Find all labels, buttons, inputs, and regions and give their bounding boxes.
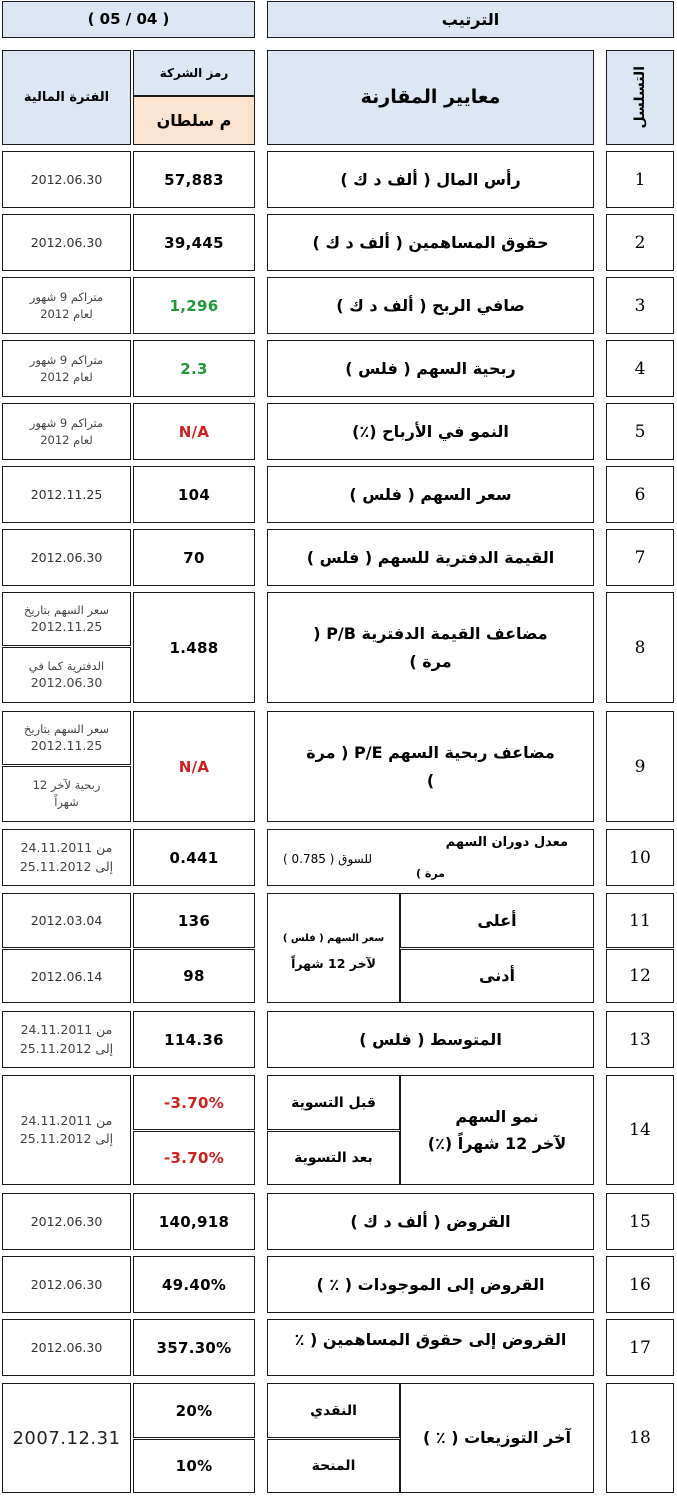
row15-value-text: 140,918 xyxy=(158,1212,230,1231)
row15-criterion xyxy=(267,1193,594,1250)
row10-criterion-line2: للسوق ( 0.785 ) xyxy=(283,851,373,866)
row7-criterion-text: القيمة الدفترية للسهم ( فلس ) xyxy=(306,547,555,567)
row18-sub1 xyxy=(267,1383,400,1438)
row14-period-line1: من 24.11.2011 xyxy=(20,1112,113,1128)
row12-value-text: 98 xyxy=(183,967,205,985)
row6-serial-text: 6 xyxy=(634,484,646,505)
row18-serial-text: 18 xyxy=(629,1428,651,1448)
row14-value2-text: -3.70% xyxy=(163,1149,225,1167)
row1-criterion-text: رأس المال ( ألف د ك ) xyxy=(340,169,521,189)
row14-sub1-text: قبل التسوية xyxy=(291,1094,376,1111)
row3-criterion xyxy=(267,277,594,334)
row17-period xyxy=(2,1319,131,1376)
row15-criterion-text: القروض ( ألف د ك ) xyxy=(350,1211,511,1231)
row18-criterion-text: آخر التوزيعات ( ٪ ) xyxy=(422,1428,572,1448)
ranking-header xyxy=(267,1,674,38)
row12-serial-text: 12 xyxy=(629,966,651,986)
row4-criterion xyxy=(267,340,594,397)
row1-serial xyxy=(606,151,674,208)
row10-period xyxy=(2,829,131,886)
row17-period-text: 2012.06.30 xyxy=(30,1340,103,1355)
row2-value xyxy=(133,214,255,271)
row15-period-text: 2012.06.30 xyxy=(30,1214,103,1229)
row8-note1 xyxy=(2,592,131,646)
row9-criterion xyxy=(267,711,594,822)
row5-serial xyxy=(606,403,674,460)
row13-value-text: 114.36 xyxy=(164,1030,224,1049)
row3-period-line2: لعام 2012 xyxy=(40,306,93,321)
row9-criterion-line2: ) xyxy=(426,770,435,790)
row10-value-text: 0.441 xyxy=(169,848,219,867)
row13-period-line1: من 24.11.2011 xyxy=(20,1022,113,1038)
row1-value xyxy=(133,151,255,208)
row2-period xyxy=(2,214,131,271)
row8-note2 xyxy=(2,647,131,703)
row1-value-text: 57,883 xyxy=(164,170,224,189)
row16-period xyxy=(2,1256,131,1313)
page-indicator-text: ( 05 / 04 ) xyxy=(87,9,170,28)
row9-note1 xyxy=(2,711,131,765)
row5-criterion-text: النمو في الأرباح (٪) xyxy=(352,421,509,441)
row6-criterion xyxy=(267,466,594,523)
company-code: م سلطان xyxy=(156,110,232,130)
row18-period xyxy=(2,1383,131,1493)
row1-serial-text: 1 xyxy=(634,169,646,190)
row9-value-text: N/A xyxy=(178,757,210,776)
row15-period xyxy=(2,1193,131,1250)
row8-criterion-line1: مضاعف القيمة الدفترية P/B ( xyxy=(313,624,548,644)
row1-period xyxy=(2,151,131,208)
row3-value-text: 1,296 xyxy=(169,296,219,315)
row6-period-text: 2012.11.25 xyxy=(30,487,103,502)
row3-serial xyxy=(606,277,674,334)
row4-value xyxy=(133,340,255,397)
row12-sub xyxy=(400,949,594,1003)
row6-value xyxy=(133,466,255,523)
row18-value2 xyxy=(133,1439,255,1493)
row9-value xyxy=(133,711,255,822)
row18-value1-text: 20% xyxy=(175,1401,213,1420)
row3-serial-text: 3 xyxy=(634,295,646,316)
row12-sub-text: أدنى xyxy=(479,966,515,986)
row13-criterion-text: المتوسط ( فلس ) xyxy=(359,1029,502,1049)
row11-12-group-line2: لآخر 12 شهراً xyxy=(291,955,376,971)
row11-serial-text: 11 xyxy=(629,910,651,931)
row10-period-line1: من 24.11.2011 xyxy=(20,840,113,856)
row12-value xyxy=(133,949,255,1003)
row14-criterion xyxy=(400,1075,594,1185)
row18-period-text: 2007.12.31 xyxy=(12,1427,121,1449)
row7-value xyxy=(133,529,255,586)
row2-serial-text: 2 xyxy=(634,232,646,253)
row8-note1-line1: سعر السهم بتاريخ xyxy=(23,602,110,617)
row8-value-text: 1.488 xyxy=(169,638,219,657)
row14-period-line2: إلى 25.11.2012 xyxy=(19,1131,114,1146)
row18-sub2 xyxy=(267,1439,400,1493)
criteria-label: معايير المقارنة xyxy=(360,86,501,109)
row10-criterion-line3: مرة ) xyxy=(415,867,445,881)
row17-value-text: 357.30% xyxy=(156,1338,232,1357)
row8-value xyxy=(133,592,255,703)
row8-note2-line1: الدفترية كما في xyxy=(28,658,105,673)
row16-period-text: 2012.06.30 xyxy=(30,1277,103,1292)
row18-sub1-text: النقدي xyxy=(310,1402,357,1419)
row2-value-text: 39,445 xyxy=(164,233,224,252)
row5-period xyxy=(2,403,131,460)
row6-period xyxy=(2,466,131,523)
company-code-label: رمز الشركة xyxy=(159,66,229,80)
row2-criterion xyxy=(267,214,594,271)
row16-serial-text: 16 xyxy=(629,1274,651,1295)
row9-note2-line1: ربحية لآخر 12 xyxy=(32,778,101,793)
row18-value2-text: 10% xyxy=(175,1457,213,1475)
row15-serial xyxy=(606,1193,674,1250)
row9-criterion-line1: مضاعف ربحية السهم P/E ( مرة xyxy=(306,743,555,763)
row13-period xyxy=(2,1011,131,1068)
row2-criterion-text: حقوق المساهمين ( ألف د ك ) xyxy=(312,232,549,252)
row13-serial-text: 13 xyxy=(629,1029,651,1050)
row3-criterion-text: صافي الربح ( ألف د ك ) xyxy=(336,295,525,315)
row1-period-text: 2012.06.30 xyxy=(30,172,103,187)
row10-value xyxy=(133,829,255,886)
row4-serial-text: 4 xyxy=(634,358,646,379)
row14-value1 xyxy=(133,1075,255,1130)
row13-period-line2: إلى 25.11.2012 xyxy=(19,1040,114,1056)
row15-serial-text: 15 xyxy=(629,1211,651,1232)
row12-period-text: 2012.06.14 xyxy=(30,968,103,984)
company-code-cell xyxy=(133,96,255,145)
row15-value xyxy=(133,1193,255,1250)
ranking-label: الترتيب xyxy=(441,9,500,29)
row16-criterion xyxy=(267,1256,594,1313)
row8-note1-line2: 2012.11.25 xyxy=(30,619,103,635)
row12-serial xyxy=(606,949,674,1003)
row4-period-line1: متراكم 9 شهور xyxy=(29,352,104,367)
row7-value-text: 70 xyxy=(183,548,205,567)
row16-criterion-text: القروض إلى الموجودات ( ٪ ) xyxy=(316,1274,545,1294)
row18-criterion xyxy=(400,1383,594,1493)
row14-period xyxy=(2,1075,131,1185)
row1-criterion xyxy=(267,151,594,208)
row10-criterion-line1: معدل دوران السهم xyxy=(445,834,568,850)
row9-note2 xyxy=(2,766,131,822)
row11-12-group xyxy=(267,893,400,1003)
row11-value-text: 136 xyxy=(177,911,211,930)
row8-criterion-line2: مرة ) xyxy=(409,651,452,671)
row4-criterion-text: ربحية السهم ( فلس ) xyxy=(345,358,516,378)
row16-value-text: 49.40% xyxy=(161,1275,227,1294)
row5-value-text: N/A xyxy=(178,422,210,441)
serial-header xyxy=(606,50,674,145)
row8-criterion xyxy=(267,592,594,703)
row9-note1-line2: 2012.11.25 xyxy=(30,738,103,754)
row11-serial xyxy=(606,893,674,948)
row11-sub xyxy=(400,893,594,948)
row17-criterion xyxy=(267,1319,594,1376)
row10-criterion xyxy=(267,829,594,886)
row7-period xyxy=(2,529,131,586)
row9-serial-text: 9 xyxy=(634,756,646,777)
row11-sub-text: أعلى xyxy=(477,910,517,930)
row14-value1-text: -3.70% xyxy=(163,1093,225,1112)
row17-serial xyxy=(606,1319,674,1376)
row14-serial-text: 14 xyxy=(629,1120,651,1140)
row12-period xyxy=(2,949,131,1003)
period-header xyxy=(2,50,131,145)
row11-period xyxy=(2,893,131,948)
period-label: الفترة المالية xyxy=(23,89,110,105)
row14-sub2-text: بعد التسوية xyxy=(294,1150,373,1166)
row18-value1 xyxy=(133,1383,255,1438)
row13-value xyxy=(133,1011,255,1068)
row14-criterion-line1: نمو السهم xyxy=(455,1106,539,1126)
row14-value2 xyxy=(133,1131,255,1185)
row3-value xyxy=(133,277,255,334)
row7-serial-text: 7 xyxy=(634,547,646,568)
row17-value xyxy=(133,1319,255,1376)
row16-value xyxy=(133,1256,255,1313)
row4-value-text: 2.3 xyxy=(180,359,208,378)
row7-serial xyxy=(606,529,674,586)
row10-period-line2: إلى 25.11.2012 xyxy=(19,858,114,874)
row11-12-group-line1: سعر السهم ( فلس ) xyxy=(282,932,385,944)
row17-criterion-text: القروض إلى حقوق المساهمين ( ٪ xyxy=(294,1330,567,1349)
row2-period-text: 2012.06.30 xyxy=(30,235,103,250)
row3-period-line1: متراكم 9 شهور xyxy=(29,289,104,304)
row6-value-text: 104 xyxy=(177,485,211,504)
row4-period-line2: لعام 2012 xyxy=(40,369,93,384)
row14-sub2 xyxy=(267,1131,400,1185)
serial-label: التسلسل xyxy=(631,66,648,129)
row9-note1-line1: سعر السهم بتاريخ xyxy=(23,721,110,736)
row5-period-line2: لعام 2012 xyxy=(40,432,93,447)
row10-serial xyxy=(606,829,674,886)
row8-serial xyxy=(606,592,674,703)
row13-serial xyxy=(606,1011,674,1068)
row5-criterion xyxy=(267,403,594,460)
page-indicator xyxy=(2,1,255,38)
row18-sub2-text: المنحة xyxy=(311,1458,356,1474)
row7-criterion xyxy=(267,529,594,586)
row6-serial xyxy=(606,466,674,523)
row8-serial-text: 8 xyxy=(634,637,646,658)
row13-criterion xyxy=(267,1011,594,1068)
row11-value xyxy=(133,893,255,948)
row3-period xyxy=(2,277,131,334)
company-code-header xyxy=(133,50,255,96)
criteria-header xyxy=(267,50,594,145)
row14-criterion-line2: لآخر 12 شهراً (٪) xyxy=(427,1134,567,1153)
row5-period-line1: متراكم 9 شهور xyxy=(29,415,104,430)
row6-criterion-text: سعر السهم ( فلس ) xyxy=(349,484,512,504)
row4-serial xyxy=(606,340,674,397)
row4-period xyxy=(2,340,131,397)
row18-serial xyxy=(606,1383,674,1493)
row9-serial xyxy=(606,711,674,822)
row5-value xyxy=(133,403,255,460)
row9-note2-line2: شهراً xyxy=(54,795,79,809)
row16-serial xyxy=(606,1256,674,1313)
row2-serial xyxy=(606,214,674,271)
row14-serial xyxy=(606,1075,674,1185)
row11-period-text: 2012.03.04 xyxy=(30,913,103,928)
row5-serial-text: 5 xyxy=(634,421,646,442)
row14-sub1 xyxy=(267,1075,400,1130)
row17-serial-text: 17 xyxy=(629,1337,651,1358)
row7-period-text: 2012.06.30 xyxy=(30,550,103,565)
row8-note2-line2: 2012.06.30 xyxy=(30,675,103,691)
row10-serial-text: 10 xyxy=(629,847,651,868)
